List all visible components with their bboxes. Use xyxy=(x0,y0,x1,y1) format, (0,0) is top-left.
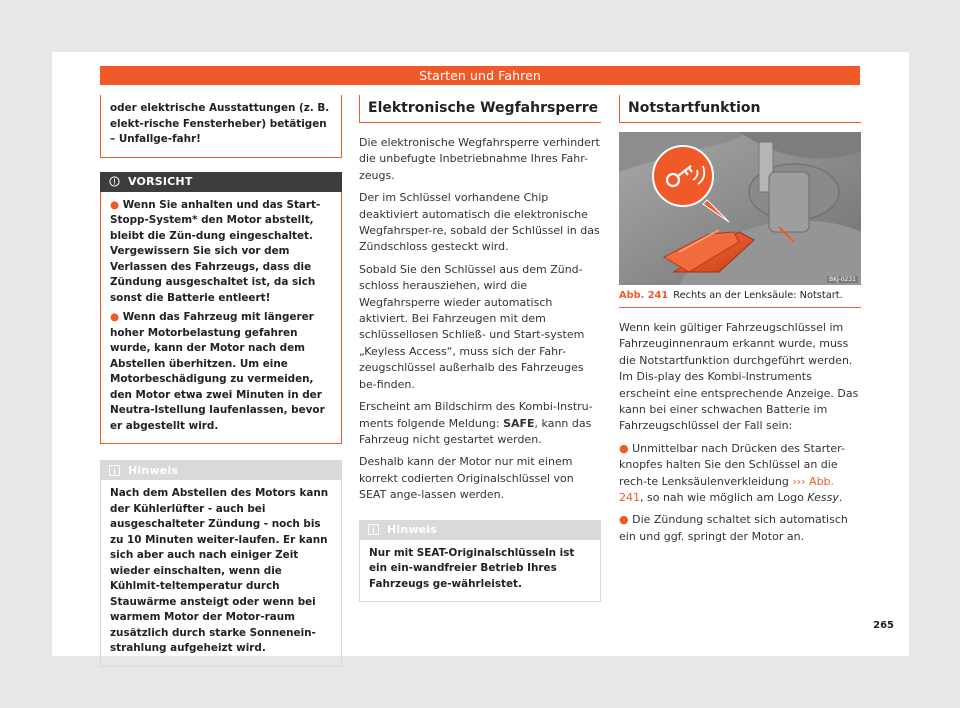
note-body: Nach dem Abstellen des Motors kann der Kühlerlüfter - auch bei ausgeschalteter Zündung - noch bis zu 10 Minuten weiter-laufen. Er kann sich aber auch nach einiger Zeit wieder einschalten, wenn die Kühlmit-teltemperatur durch Stauwärme ansteigt oder wenn bei warmem Motor der Motor-raum zusätzlich durch starke Sonnenein-strahlung aufgeheizt wird. xyxy=(100,480,342,667)
figure-label: Abb. 241 xyxy=(619,290,669,301)
bullet-icon: ● xyxy=(110,198,123,211)
column-right xyxy=(619,95,861,545)
safe-message: SAFE xyxy=(503,416,535,430)
column-middle xyxy=(359,95,601,602)
section-title-emergency-start: Notstartfunktion xyxy=(619,95,861,123)
logo-name: Kessy xyxy=(807,491,839,505)
page-header: Starten und Fahren xyxy=(100,66,860,85)
paragraph: Deshalb kann der Motor nur mit einem korrekt codierten Originalschlüssel von SEAT ange-lassen werden. xyxy=(359,455,574,502)
figure-emergency-start xyxy=(619,132,861,285)
bullet-icon: ● xyxy=(110,311,123,323)
bullet-icon: ● xyxy=(619,513,633,527)
paragraph: Wenn kein gültiger Fahrzeugschlüssel im Fahrzeuginnenraum erkannt wurde, muss die Notstartfunktion durchgeführt werden. Im Dis-play des Kombi-Instruments erscheint eine entsprechende Anzeige. Das kann bei einer schwachen Batterie im Fahrzeugschlüssel der Fall sein: xyxy=(619,321,859,433)
paragraph: Sobald Sie den Schlüssel aus dem Zünd-schloss herausziehen, wird die Wegfahrsperre wieder automatisch aktiviert. Bei Fahrzeugen mit dem schlüssellosen Schließ- und Start-system „Keyless Access“, muss sich der Fahr-zeugschlüssel außerhalb des Fahrzeuges be-finden. xyxy=(359,262,585,391)
paragraph-text: Erscheint am Bildschirm des Kombi-Instru-ments folgende Meldung: xyxy=(359,400,593,430)
bullet-text: Die Zündung schaltet sich automatisch ein und ggf. springt der Motor an. xyxy=(619,513,848,543)
bullet-text: Unmittelbar nach Drücken des Starter-knopfes halten Sie den Schlüssel an die rech-te Lenksäulenverkleidung xyxy=(619,441,845,488)
figure-code: BKJ-0231 xyxy=(828,276,856,283)
figure-caption-text: Rechts an der Lenksäule: Notstart. xyxy=(673,290,843,301)
bullet-text: . xyxy=(838,491,843,505)
note-header xyxy=(100,460,342,480)
figure-caption xyxy=(619,288,861,308)
caution-title: VORSICHT xyxy=(128,175,193,188)
immobilizer-text xyxy=(359,135,601,504)
steering-column-illustration xyxy=(619,132,861,285)
paragraph: Der im Schlüssel vorhandene Chip deaktiviert automatisch die elektronische Wegfahrsper-re, sobald der Schlüssel in das Zündschloss gesteckt wird. xyxy=(359,191,600,254)
note-header xyxy=(359,520,601,540)
caution-body xyxy=(100,192,342,445)
caution-icon xyxy=(109,176,120,187)
info-icon xyxy=(368,524,379,535)
bullet-item xyxy=(619,512,861,545)
paragraph: Die elektronische Wegfahrsperre verhindert die unbefugte Inbetriebnahme Ihres Fahr-zeugs. xyxy=(359,136,600,182)
note-box xyxy=(359,520,601,603)
page-number: 265 xyxy=(873,620,894,631)
bullet-item xyxy=(619,441,861,507)
caution-bullet-2 xyxy=(110,310,332,434)
note-title: Hinweis xyxy=(387,523,438,537)
note-body: Nur mit SEAT-Originalschlüsseln ist ein ein-wandfreier Betrieb Ihres Fahrzeugs ge-währleistet. xyxy=(359,540,601,603)
note-title: Hinweis xyxy=(128,463,179,477)
note-box xyxy=(100,460,342,667)
bullet-icon: ● xyxy=(619,441,633,455)
info-icon xyxy=(109,465,120,476)
caution-bullet-2-text: Wenn das Fahrzeug mit längerer hoher Motorbelastung gefahren wurde, kann der Motor nach dem Abstellen überhitzen. Um eine Motorbeschädigung zu vermeiden, den Motor etwa zwei Minuten in der Neutra-lstellung laufenlassen, bevor er abgestellt wird. xyxy=(110,311,325,432)
warning-continuation: oder elektrische Ausstattungen (z. B. elekt-rische Fensterheber) betätigen – Unfallge-fahr! xyxy=(100,95,342,158)
caution-bullet-1 xyxy=(110,198,332,307)
caution-bullet-1-text: Wenn Sie anhalten und das Start-Stopp-System* den Motor abstellt, bleibt die Zün-dung eingeschaltet. Vergewissern Sie sich vor dem Verlassen des Fahrzeugs, dass die Zündung ausgeschaltet ist, da sich sonst die Batterie entleert! xyxy=(110,198,321,304)
figure-reference-link[interactable]: ››› Abb. 241 xyxy=(619,474,835,505)
caution-header xyxy=(100,172,342,192)
section-title-immobilizer: Elektronische Wegfahrsperre xyxy=(359,95,601,123)
emergency-start-text xyxy=(619,320,861,545)
paragraph xyxy=(359,399,601,448)
column-left xyxy=(100,95,342,667)
caution-box xyxy=(100,172,342,445)
paragraph-text: , kann das Fahrzeug nicht gestartet werden. xyxy=(359,416,592,446)
bullet-text: , so nah wie möglich am Logo xyxy=(640,491,808,505)
